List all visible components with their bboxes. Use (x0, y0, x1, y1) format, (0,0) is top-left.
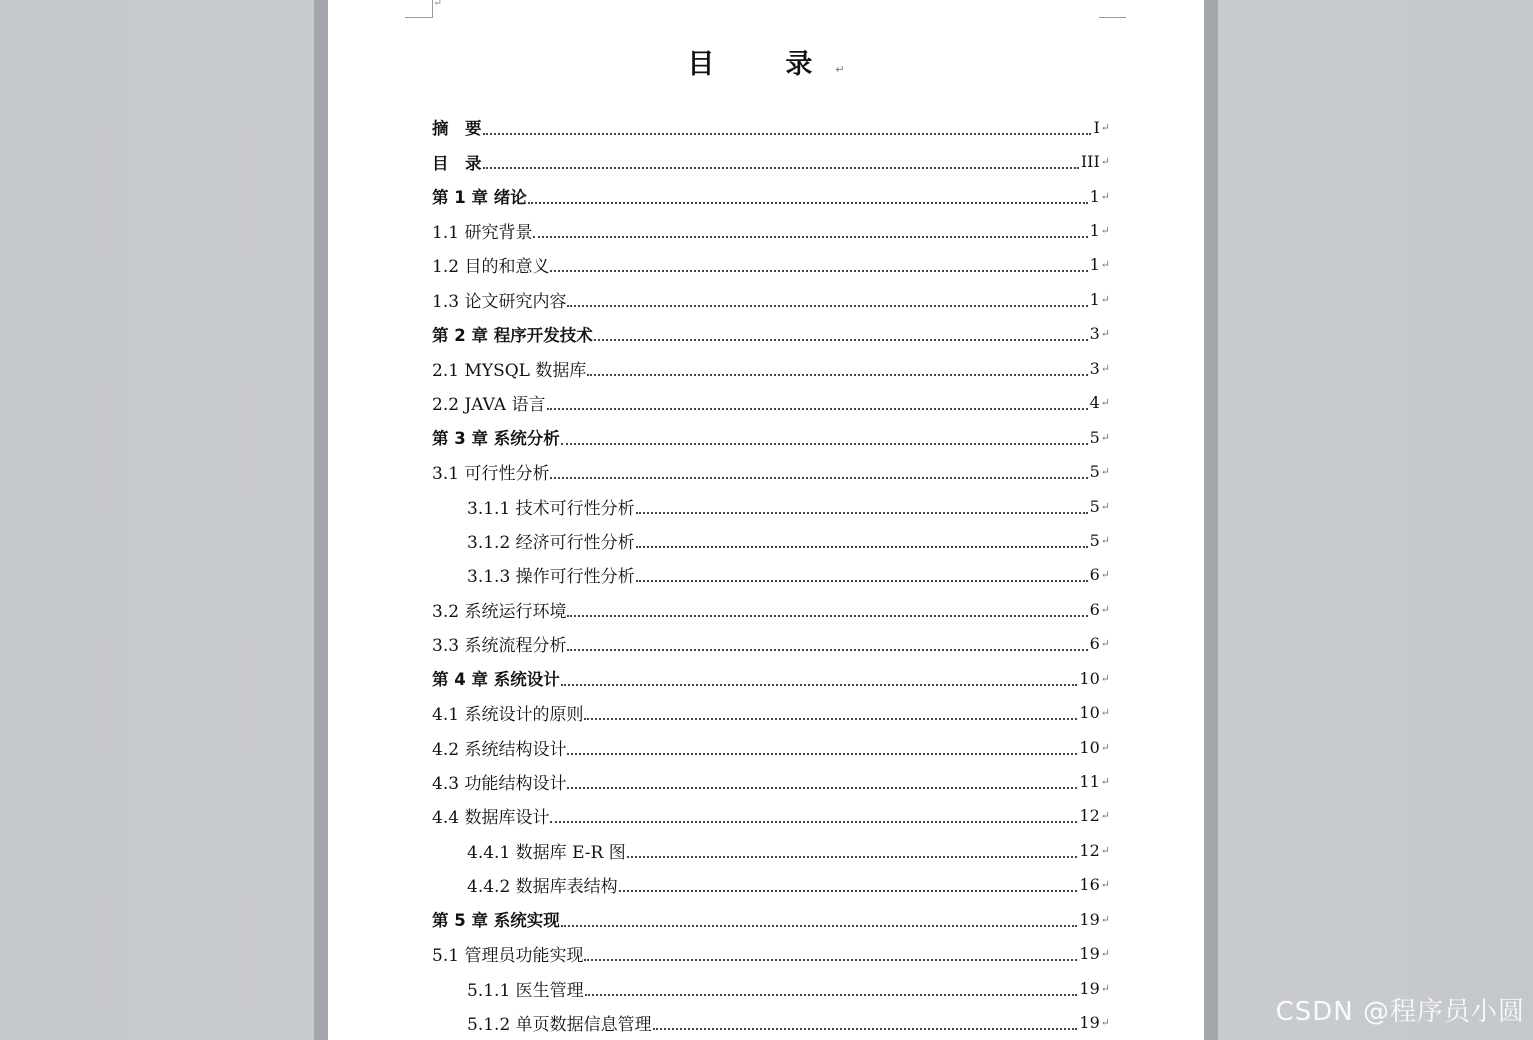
toc-entry[interactable] (432, 386, 1110, 420)
toc-entry[interactable] (432, 799, 1110, 833)
toc-leader-dots (594, 338, 1088, 341)
toc-title (328, 42, 1204, 81)
toc-entry[interactable] (432, 420, 1110, 454)
paragraph-mark-icon: ↵ (1100, 155, 1110, 169)
toc-page-number: 10 (1079, 737, 1100, 757)
table-of-contents (432, 110, 1110, 1040)
toc-page-number: 12 (1079, 806, 1100, 826)
toc-leader-dots (550, 476, 1087, 479)
paragraph-mark-icon: ↵ (1100, 292, 1110, 306)
toc-leader-dots (636, 545, 1088, 548)
toc-entry-text: 第 1 章 绪论 (432, 188, 527, 208)
toc-entry[interactable] (432, 592, 1110, 626)
toc-entry[interactable] (432, 833, 1110, 867)
toc-entry-text: 5.1.1 医生管理 (467, 980, 584, 1001)
toc-leader-dots (636, 579, 1088, 582)
toc-leader-dots (587, 373, 1087, 376)
toc-page-number: I (1093, 117, 1100, 137)
toc-leader-dots (550, 820, 1077, 823)
paragraph-mark-icon: ↵ (1100, 775, 1110, 789)
toc-entry[interactable] (432, 695, 1110, 729)
toc-page-number: 19 (1079, 944, 1100, 964)
paragraph-mark-icon: ↵ (1100, 568, 1110, 582)
toc-entry-text: 5.1.2 单页数据信息管理 (467, 1015, 652, 1036)
paragraph-mark-icon: ↵ (1100, 947, 1110, 961)
toc-page-number: 1 (1089, 289, 1100, 309)
toc-entry-text: 2.2 JAVA 语言 (432, 395, 546, 416)
crop-mark-top-right (1099, 0, 1126, 18)
toc-entry[interactable] (432, 937, 1110, 971)
toc-leader-dots (567, 304, 1087, 307)
paragraph-mark-icon: ↵ (1100, 396, 1110, 410)
crop-mark-top-left (405, 0, 433, 18)
toc-entry-text: 3.1.3 操作可行性分析 (467, 567, 635, 588)
toc-page-number: III (1080, 152, 1100, 172)
toc-entry[interactable] (432, 764, 1110, 798)
toc-entry[interactable] (432, 213, 1110, 247)
paragraph-mark-icon: ↵ (1100, 258, 1110, 272)
toc-entry[interactable] (432, 317, 1110, 351)
paragraph-mark-icon: ↵ (1100, 706, 1110, 720)
toc-page-number: 6 (1089, 634, 1100, 654)
paragraph-mark-icon: ↵ (1100, 533, 1110, 547)
toc-page-number: 5 (1089, 462, 1100, 482)
toc-leader-dots (567, 614, 1087, 617)
toc-leader-dots (567, 786, 1077, 789)
toc-leader-dots (619, 889, 1078, 892)
toc-entry-text: 4.4.1 数据库 E-R 图 (467, 842, 626, 863)
toc-page-number: 6 (1089, 599, 1100, 619)
toc-entry[interactable] (432, 1005, 1110, 1039)
toc-leader-dots (567, 752, 1077, 755)
paragraph-mark-icon: ↵ (1100, 843, 1110, 857)
toc-leader-dots (653, 1027, 1078, 1030)
toc-entry-text: 3.1.1 技术可行性分析 (467, 498, 635, 519)
toc-page-number: 5 (1089, 530, 1100, 550)
toc-entry-text: 3.3 系统流程分析 (432, 636, 567, 657)
toc-entry[interactable] (432, 351, 1110, 385)
toc-entry-text: 3.1.2 经济可行性分析 (467, 532, 635, 553)
toc-entry-text: 目 录 (432, 153, 482, 173)
toc-page-number: 19 (1079, 1013, 1100, 1033)
paragraph-mark-icon: ↵ (1100, 602, 1110, 616)
toc-leader-dots (561, 683, 1078, 686)
toc-page-number: 3 (1089, 324, 1100, 344)
toc-entry[interactable] (432, 489, 1110, 523)
toc-leader-dots (584, 958, 1077, 961)
toc-entry-text: 第 3 章 系统分析 (432, 429, 560, 449)
paragraph-mark-icon: ↵ (1100, 430, 1110, 444)
toc-page-number: 1 (1089, 255, 1100, 275)
paragraph-mark-icon: ↵ (1100, 361, 1110, 375)
toc-page-number: 1 (1089, 221, 1100, 241)
toc-entry-text: 1.1 研究背景 (432, 223, 533, 244)
toc-entry[interactable] (432, 627, 1110, 661)
toc-entry[interactable] (432, 730, 1110, 764)
paragraph-mark-icon: ↵ (1100, 465, 1110, 479)
paragraph-mark-icon: ↵ (1100, 671, 1110, 685)
toc-page-number: 10 (1079, 703, 1100, 723)
toc-entry[interactable] (432, 282, 1110, 316)
toc-leader-dots (567, 648, 1087, 651)
toc-entry[interactable] (432, 248, 1110, 282)
toc-page-number: 10 (1079, 668, 1100, 688)
paragraph-mark-icon: ↵ (1100, 224, 1110, 238)
toc-entry-text: 第 5 章 系统实现 (432, 911, 560, 931)
toc-entry-text: 1.2 目的和意义 (432, 257, 550, 278)
paragraph-mark-icon: ↵ (1100, 912, 1110, 926)
toc-entry[interactable] (432, 454, 1110, 488)
toc-page-number: 5 (1089, 496, 1100, 516)
toc-entry[interactable] (432, 110, 1110, 144)
toc-leader-dots (561, 924, 1078, 927)
paragraph-mark-icon: ↵ (1100, 1016, 1110, 1030)
toc-entry[interactable] (432, 971, 1110, 1005)
paragraph-mark-icon: ↵ (1100, 120, 1110, 134)
paragraph-mark-icon: ↵ (835, 63, 845, 76)
toc-entry-text: 4.3 功能结构设计 (432, 774, 567, 795)
toc-page-number: 4 (1089, 393, 1100, 413)
paragraph-mark-icon: ↵ (1100, 189, 1110, 203)
toc-entry-text: 4.1 系统设计的原则 (432, 705, 584, 726)
paragraph-mark-icon: ↵ (1100, 740, 1110, 754)
toc-entry-text: 3.2 系统运行环境 (432, 601, 567, 622)
toc-page-number: 16 (1079, 875, 1100, 895)
paragraph-mark-icon: ↵ (1100, 499, 1110, 513)
toc-entry-text: 4.4 数据库设计 (432, 808, 550, 829)
toc-entry[interactable] (432, 144, 1110, 178)
paragraph-mark-icon: ↵ (1100, 637, 1110, 651)
toc-leader-dots (561, 442, 1088, 445)
toc-entry-text: 第 2 章 程序开发技术 (432, 325, 593, 345)
watermark: CSDN @程序员小圆 (1275, 997, 1525, 1027)
toc-entry-text: 4.2 系统结构设计 (432, 739, 567, 760)
toc-entry[interactable] (432, 179, 1110, 213)
toc-page-number: 3 (1089, 358, 1100, 378)
toc-entry[interactable] (432, 661, 1110, 695)
toc-leader-dots (533, 235, 1087, 238)
toc-entry[interactable] (432, 868, 1110, 902)
toc-entry-text: 5.1 管理员功能实现 (432, 946, 584, 967)
toc-entry-text: 4.4.2 数据库表结构 (467, 877, 618, 898)
toc-leader-dots (627, 855, 1078, 858)
toc-page-number: 19 (1079, 909, 1100, 929)
toc-title-text: 目 录 (687, 49, 835, 80)
toc-page-number: 1 (1089, 186, 1100, 206)
toc-entry-text: 第 4 章 系统设计 (432, 670, 560, 690)
toc-leader-dots (483, 132, 1092, 135)
page-shadow-left (314, 0, 328, 1040)
paragraph-mark-icon: ↵ (1100, 809, 1110, 823)
toc-entry[interactable] (432, 558, 1110, 592)
toc-leader-dots (584, 717, 1077, 720)
toc-leader-dots (585, 993, 1078, 996)
toc-leader-dots (550, 269, 1087, 272)
toc-page-number: 11 (1079, 772, 1100, 792)
toc-entry[interactable] (432, 523, 1110, 557)
toc-entry-text: 摘 要 (432, 119, 482, 139)
paragraph-mark-icon: ↵ (1100, 878, 1110, 892)
toc-entry-text: 3.1 可行性分析 (432, 464, 550, 485)
toc-entry[interactable] (432, 902, 1110, 936)
paragraph-mark-icon: ↵ (1100, 327, 1110, 341)
toc-leader-dots (547, 407, 1088, 410)
toc-page-number: 19 (1079, 978, 1100, 998)
toc-leader-dots (483, 166, 1079, 169)
toc-page-number: 6 (1089, 565, 1100, 585)
toc-leader-dots (636, 511, 1088, 514)
toc-page-number: 12 (1079, 840, 1100, 860)
page-shadow-right (1204, 0, 1218, 1040)
paragraph-mark-icon: ↵ (1100, 981, 1110, 995)
paragraph-mark-icon: ↵ (433, 0, 443, 9)
toc-entry-text: 2.1 MYSQL 数据库 (432, 360, 587, 381)
toc-page-number: 5 (1089, 427, 1100, 447)
toc-leader-dots (528, 201, 1088, 204)
document-page[interactable] (328, 0, 1204, 1040)
toc-entry-text: 1.3 论文研究内容 (432, 291, 567, 312)
